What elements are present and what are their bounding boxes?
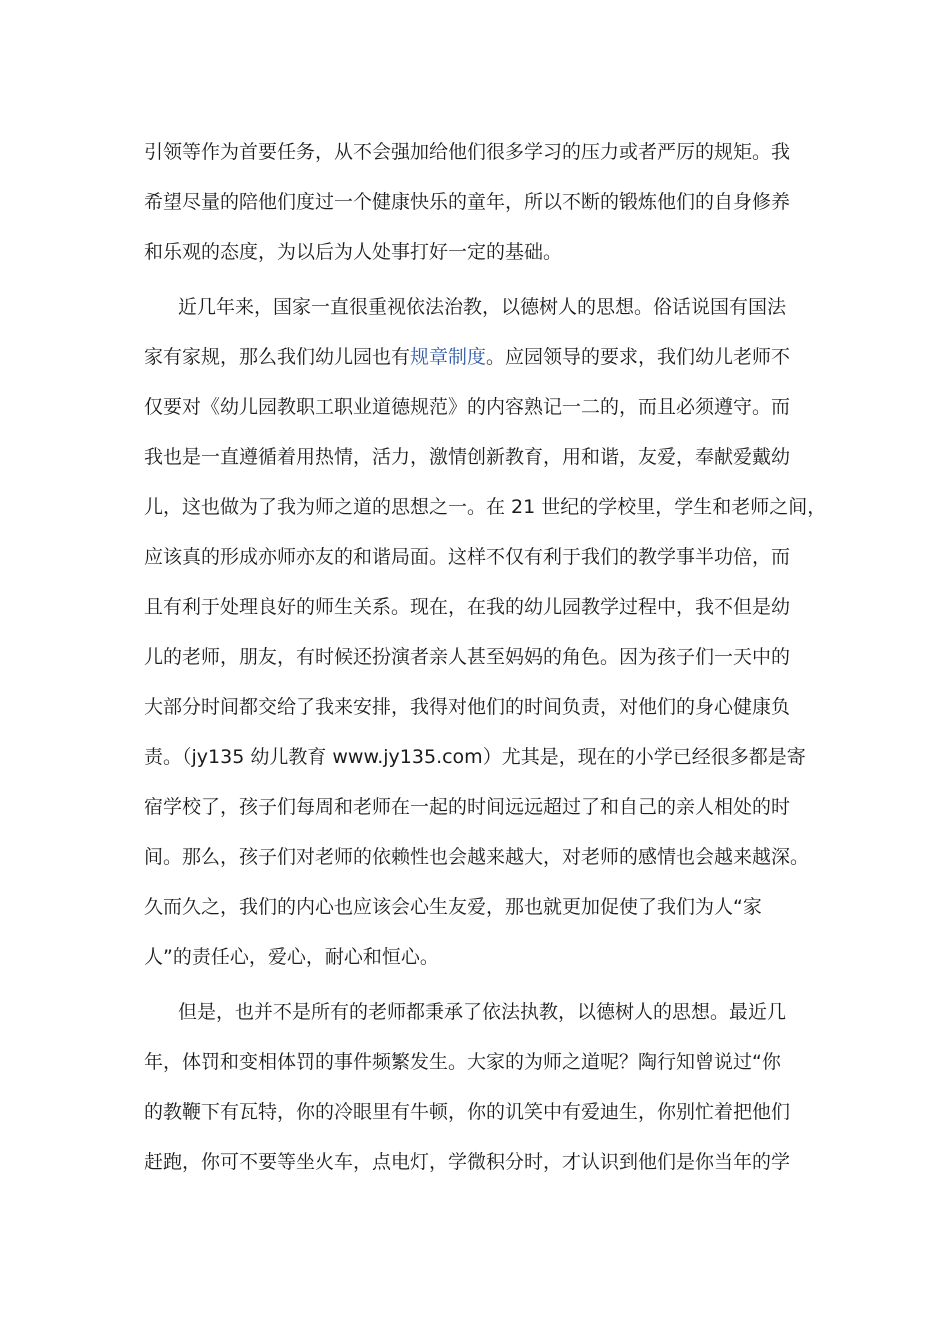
text-line-with-link bbox=[144, 345, 790, 369]
text-line: 仅要对《幼儿园教职工职业道德规范》的内容熟记一二的，而且必须遵守。而 bbox=[144, 396, 791, 418]
text-line: 但是，也并不是所有的老师都秉承了依法执教，以德树人的思想。最近几 bbox=[178, 1001, 787, 1023]
text-line: 的教鞭下有瓦特，你的冷眼里有牛顿，你的讥笑中有爱迪生，你别忙着把他们 bbox=[144, 1101, 791, 1123]
text-line: 儿，这也做为了我为师之道的思想之一。在 21 世纪的学校里，学生和老师之间， bbox=[144, 496, 827, 518]
text-line: 大部分时间都交给了我来安排，我得对他们的时间负责，对他们的身心健康负 bbox=[144, 696, 791, 718]
text-line: 应该真的形成亦师亦友的和谐局面。这样不仅有利于我们的教学事半功倍，而 bbox=[144, 546, 791, 568]
text-line: 儿的老师，朋友，有时候还扮演者亲人甚至妈妈的角色。因为孩子们一天中的 bbox=[144, 646, 791, 668]
text-line: 引领等作为首要任务，从不会强加给他们很多学习的压力或者严厉的规矩。我 bbox=[144, 141, 791, 163]
text-line: 且有利于处理良好的师生关系。现在，在我的幼儿园教学过程中，我不但是幼 bbox=[144, 596, 791, 618]
text-line: 希望尽量的陪他们度过一个健康快乐的童年，所以不断的锻炼他们的自身修养 bbox=[144, 191, 791, 213]
text-line: 近几年来，国家一直很重视依法治教，以德树人的思想。俗话说国有国法 bbox=[178, 296, 787, 318]
text-line: 我也是一直遵循着用热情，活力，激情创新教育，用和谐，友爱，奉献爱戴幼 bbox=[144, 446, 791, 468]
text-line: 间。那么，孩子们对老师的依赖性也会越来越大，对老师的感情也会越来越深。 bbox=[144, 846, 810, 868]
text-span: 。应园领导的要求，我们幼儿老师不 bbox=[486, 346, 791, 368]
text-line: 和乐观的态度，为以后为人处事打好一定的基础。 bbox=[144, 241, 563, 263]
regulations-link[interactable]: 规章制度 bbox=[410, 346, 487, 368]
text-span: 家有家规，那么我们幼儿园也有 bbox=[144, 346, 411, 368]
text-line: 久而久之，我们的内心也应该会心生友爱，那也就更加促使了我们为人“家 bbox=[144, 896, 762, 918]
text-line: 年，体罚和变相体罚的事件频繁发生。大家的为师之道呢？陶行知曾说过“你 bbox=[144, 1051, 781, 1073]
text-line: 人”的责任心，爱心，耐心和恒心。 bbox=[144, 946, 439, 968]
text-line: 宿学校了，孩子们每周和老师在一起的时间远远超过了和自己的亲人相处的时 bbox=[144, 796, 791, 818]
text-line: 责。（jy135 幼儿教育 www.jy135.com）尤其是，现在的小学已经很多都是寄 bbox=[144, 746, 806, 768]
text-line: 赶跑，你可不要等坐火车，点电灯，学微积分时，才认识到他们是你当年的学 bbox=[144, 1151, 791, 1173]
